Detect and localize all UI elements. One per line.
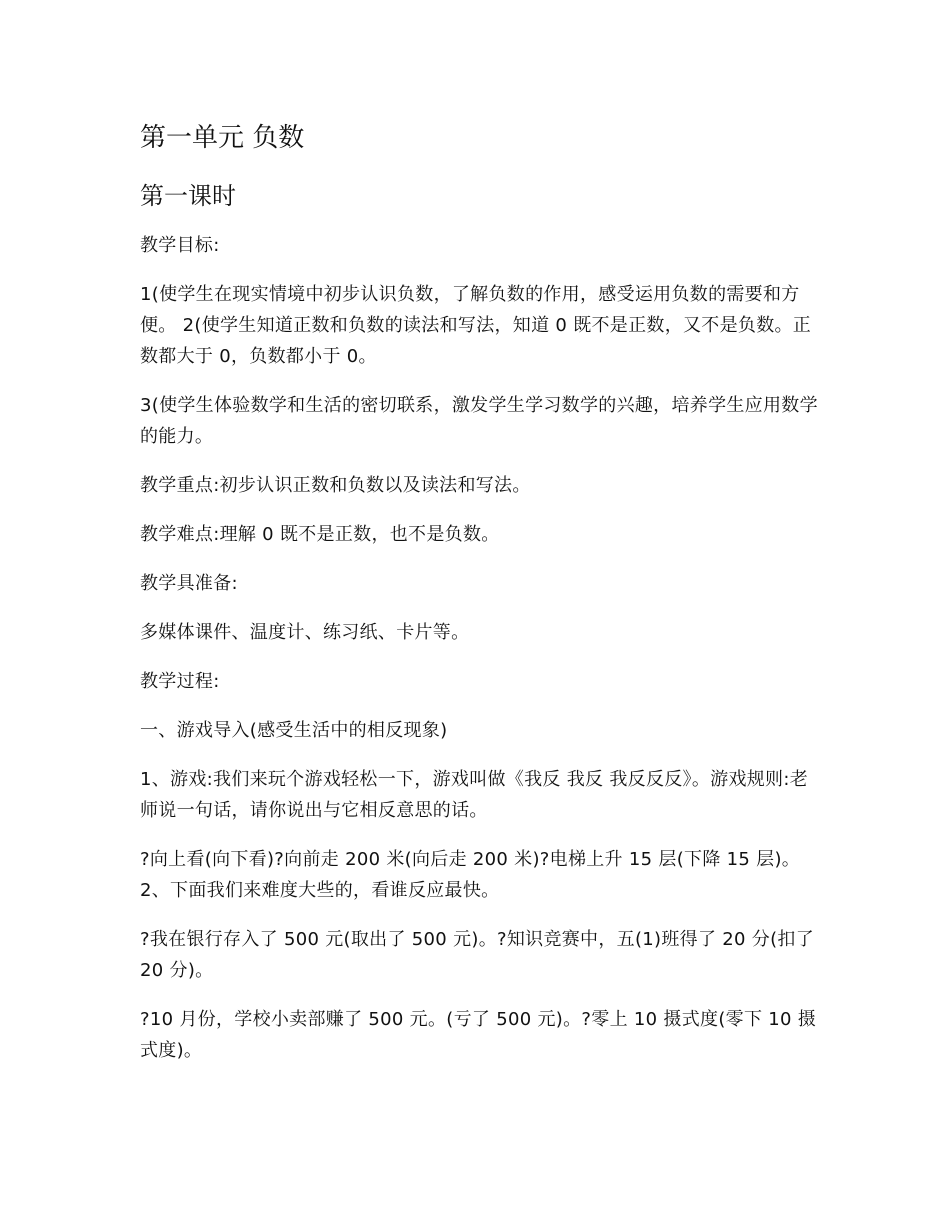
lesson-title: 第一课时 <box>140 182 236 210</box>
unit-title: 第一单元 负数 <box>140 123 305 153</box>
difficult-points: 教学难点:理解 0 既不是正数，也不是负数。 <box>140 524 500 545</box>
materials-list: 多媒体课件、温度计、练习纸、卡片等。 <box>140 622 470 643</box>
objectives-heading: 教学目标: <box>140 235 220 256</box>
game-examples-2: ?我在银行存入了 500 元(取出了 500 元)。?知识竞赛中，五(1)班得了 20 分(扣了 20 分)。 <box>140 929 815 981</box>
process-heading: 教学过程: <box>140 671 220 692</box>
game-examples-1: ?向上看(向下看)?向前走 200 米(向后走 200 米)?电梯上升 15 层(下降 15 层)。 2、下面我们来难度大些的，看谁反应最快。 <box>140 849 801 901</box>
materials-heading: 教学具准备: <box>140 573 238 594</box>
game-description: 1、游戏:我们来玩个游戏轻松一下，游戏叫做《我反 我反 我反反反》。游戏规则:老师说一句话，请你说出与它相反意思的话。 <box>140 769 809 821</box>
key-points: 教学重点:初步认识正数和负数以及读法和写法。 <box>140 475 531 496</box>
objectives-1-2: 1(使学生在现实情境中初步认识负数，了解负数的作用，感受运用负数的需要和方便。 2(使学生知道正数和负数的读法和写法，知道 0 既不是正数，又不是负数。正数都大于 0，负数都小于 0。 <box>140 284 812 367</box>
objectives-3: 3(使学生体验数学和生活的密切联系，激发学生学习数学的兴趣，培养学生应用数学的能力。 <box>140 395 818 447</box>
section-1-title: 一、游戏导入(感受生活中的相反现象) <box>140 720 448 741</box>
game-examples-3: ?10 月份，学校小卖部赚了 500 元。(亏了 500 元)。?零上 10 摄式度(零下 10 摄式度)。 <box>140 1009 817 1061</box>
document-page <box>140 118 820 1084</box>
